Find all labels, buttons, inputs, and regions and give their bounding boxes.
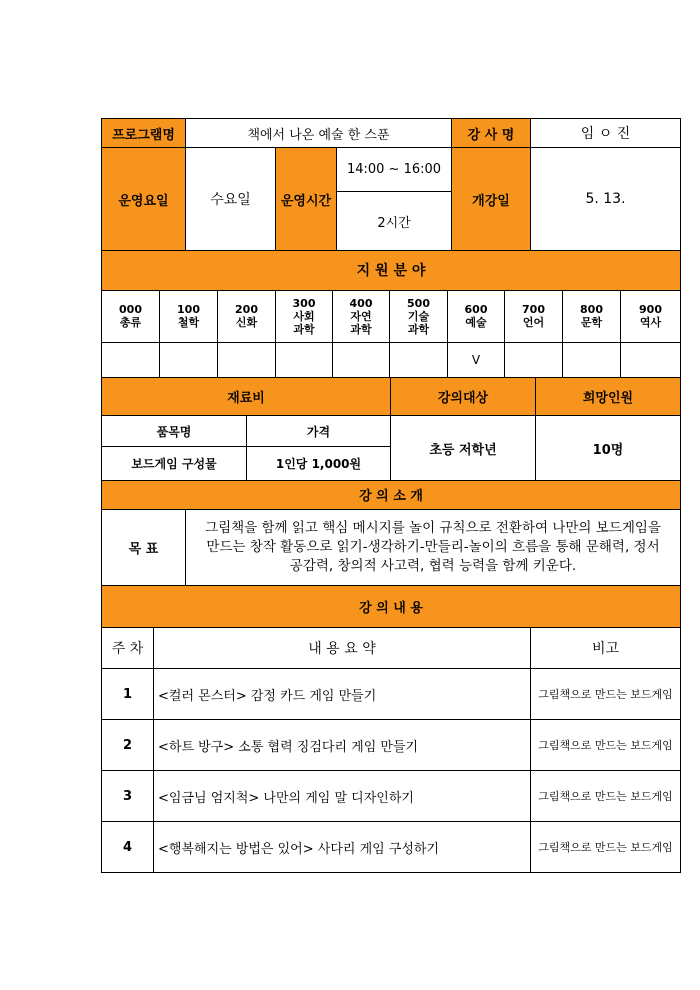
content-title: 강 의 내 용 <box>102 586 681 628</box>
support-field-name: 언어 <box>522 316 545 329</box>
time-duration: 2시간 <box>337 192 452 251</box>
intro-title: 강 의 소 개 <box>102 481 681 509</box>
support-field-cell <box>218 290 276 342</box>
instructor-value: 임 ㅇ 진 <box>531 119 681 148</box>
target-label: 강의대상 <box>391 378 536 416</box>
content-rows <box>102 669 681 873</box>
week-summary: <행복해지는 방법은 있어> 사다리 게임 구성하기 <box>154 822 531 873</box>
intro-table <box>101 481 681 586</box>
week-note: 그림책으로 만드는 보드게임 <box>531 669 681 720</box>
table-row <box>102 822 681 873</box>
support-field-table <box>101 251 681 378</box>
instructor-label: 강 사 명 <box>452 119 531 148</box>
support-field-code: 500 <box>407 296 430 310</box>
support-mark-cell <box>102 342 160 377</box>
support-field-code: 400 <box>349 296 373 310</box>
summary-header: 내 용 요 약 <box>154 628 531 669</box>
support-mark-cell <box>276 342 333 377</box>
table-row <box>102 669 681 720</box>
materials-table <box>101 378 681 482</box>
note-header: 비고 <box>531 628 681 669</box>
week-summary: <컬러 몬스터> 감정 카드 게임 만들기 <box>154 669 531 720</box>
week-summary: <하트 방구> 소통 협력 징검다리 게임 만들기 <box>154 720 531 771</box>
week-number: 2 <box>102 720 154 771</box>
support-mark-cell <box>390 342 448 377</box>
support-field-name: 역사 <box>639 316 662 329</box>
support-field-cell <box>276 290 333 342</box>
goal-text: 그림책을 함께 읽고 핵심 메시지를 놀이 규칙으로 전환하여 나만의 보드게임을 만드는 창작 활동으로 읽기-생각하기-만들리-놀이의 흐름을 통해 문해력, 정서공감력, 창의적 사고력, 협력 능력을 함께 키운다. <box>186 509 681 585</box>
support-field-code: 700 <box>522 303 545 316</box>
time-range: 14:00 ~ 16:00 <box>337 148 452 192</box>
day-label: 운영요일 <box>102 148 186 251</box>
support-field-row <box>102 290 681 342</box>
support-mark-cell <box>333 342 390 377</box>
support-field-cell <box>160 290 218 342</box>
support-field-cell <box>390 290 448 342</box>
week-number: 1 <box>102 669 154 720</box>
support-field-code: 600 <box>464 303 488 316</box>
goal-label: 목 표 <box>102 509 186 585</box>
support-field-code: 200 <box>235 303 258 316</box>
support-field-code: 000 <box>119 303 142 316</box>
support-field-name: 기술 과학 <box>407 309 430 336</box>
support-field-code: 100 <box>177 303 200 316</box>
week-header: 주 차 <box>102 628 154 669</box>
support-mark-cell: V <box>448 342 505 377</box>
week-note: 그림책으로 만드는 보드게임 <box>531 720 681 771</box>
price-value: 1인당 1,000원 <box>247 447 391 481</box>
program-name-value: 책에서 나온 예술 한 스푼 <box>186 119 452 148</box>
support-field-cell <box>621 290 681 342</box>
week-number: 4 <box>102 822 154 873</box>
support-field-name: 사회 과학 <box>293 309 315 336</box>
support-mark-row <box>102 342 681 377</box>
support-mark-cell <box>563 342 621 377</box>
week-note: 그림책으로 만드는 보드게임 <box>531 771 681 822</box>
support-mark-cell <box>621 342 681 377</box>
support-field-name: 문학 <box>580 316 603 329</box>
table-row <box>102 720 681 771</box>
lecture-plan-sheet <box>101 118 680 873</box>
day-value: 수요일 <box>186 148 276 251</box>
content-table <box>101 586 681 874</box>
target-value: 초등 저학년 <box>391 416 536 481</box>
support-field-name: 철학 <box>177 316 200 329</box>
support-title: 지 원 분 야 <box>102 251 681 290</box>
support-field-code: 300 <box>292 296 316 310</box>
count-value: 10명 <box>536 416 681 481</box>
support-field-cell <box>333 290 390 342</box>
support-field-code: 900 <box>639 303 662 316</box>
support-field-name: 예술 <box>465 316 487 329</box>
support-field-name: 신화 <box>235 316 258 329</box>
support-mark-cell <box>218 342 276 377</box>
time-label: 운영시간 <box>276 148 337 251</box>
support-mark-cell <box>160 342 218 377</box>
support-field-cell <box>505 290 563 342</box>
support-field-name: 총류 <box>119 316 142 329</box>
support-field-name: 자연 과학 <box>350 309 372 336</box>
item-header: 품목명 <box>102 416 247 447</box>
program-info-table <box>101 118 681 251</box>
materials-title: 재료비 <box>102 378 391 416</box>
support-field-cell <box>102 290 160 342</box>
support-field-cell <box>563 290 621 342</box>
week-number: 3 <box>102 771 154 822</box>
support-field-code: 800 <box>580 303 603 316</box>
program-name-label: 프로그램명 <box>102 119 186 148</box>
table-row <box>102 771 681 822</box>
support-mark-cell <box>505 342 563 377</box>
price-header: 가격 <box>247 416 391 447</box>
support-field-cell <box>448 290 505 342</box>
item-value: 보드게임 구성물 <box>102 447 247 481</box>
open-date-label: 개강일 <box>452 148 531 251</box>
count-label: 희망인원 <box>536 378 681 416</box>
week-note: 그림책으로 만드는 보드게임 <box>531 822 681 873</box>
week-summary: <임금님 엄지척> 나만의 게임 말 디자인하기 <box>154 771 531 822</box>
open-date-value: 5. 13. <box>531 148 681 251</box>
